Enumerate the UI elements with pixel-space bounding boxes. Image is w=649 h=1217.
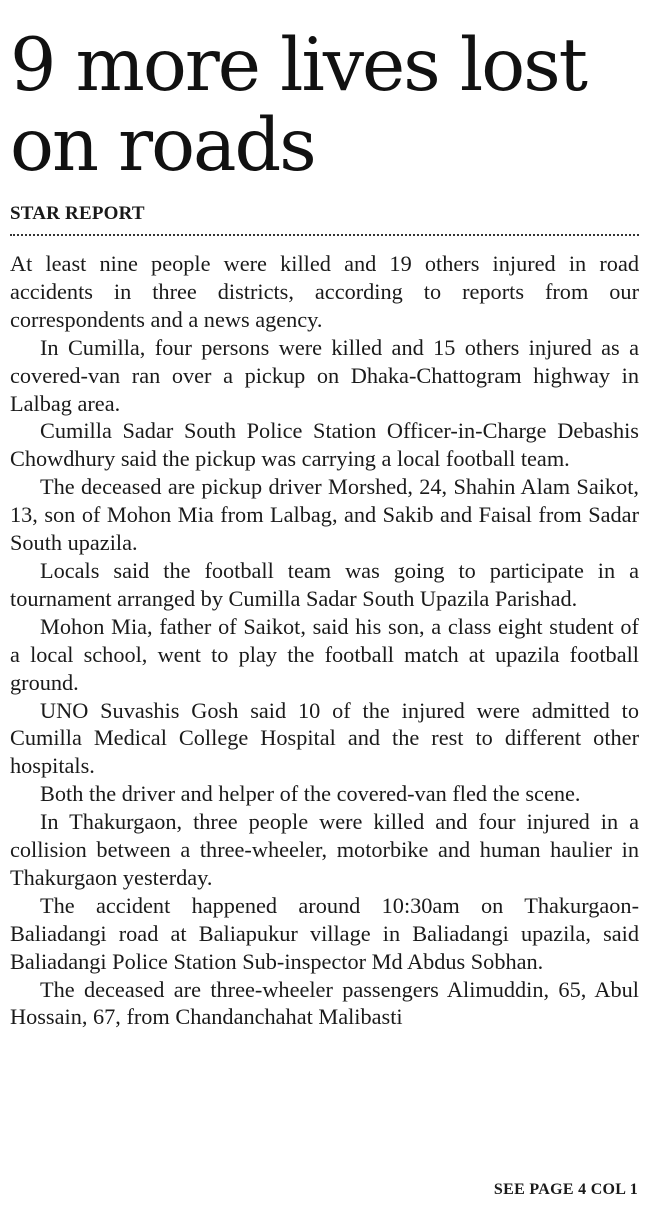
paragraph: At least nine people were killed and 19 others injured in road accidents in three districts, according to reports from our correspondents and a news agency. — [10, 251, 639, 332]
paragraph: Cumilla Sadar South Police Station Officer-in-Charge Debashis Chowdhury said the pickup was carrying a local football team. — [10, 418, 639, 472]
paragraph: The accident happened around 10:30am on Thakurgaon-Baliadangi road at Baliapukur village in Baliadangi upazila, said Baliadangi Police Station Sub-inspector Md Abdus Sobhan. — [10, 892, 639, 974]
byline: STAR REPORT — [10, 203, 145, 224]
paragraph: Both the driver and helper of the covered-van fled the scene. — [40, 781, 581, 807]
dotted-divider — [10, 234, 639, 236]
paragraph: The deceased are three-wheeler passengers Alimuddin, 65, Abul Hossain, 67, from Chandanchahat Malibasti — [10, 976, 639, 1030]
paragraph: In Thakurgaon, three people were killed and four injured in a collision between a three-wheeler, motorbike and human haulier in Thakurgaon yesterday. — [10, 809, 639, 890]
paragraph: Mohon Mia, father of Saikot, said his son, a class eight student of a local school, went to play the football match at upazila football ground. — [10, 613, 639, 695]
continuation-jump-link[interactable]: SEE PAGE 4 COL 1 — [493, 1181, 638, 1198]
article — [10, 0, 639, 1031]
headline: 9 more lives lost on roads — [10, 23, 587, 188]
paragraph: Locals said the football team was going to participate in a tournament arranged by Cumilla Sadar South Upazila Parishad. — [10, 557, 639, 611]
paragraph: UNO Suvashis Gosh said 10 of the injured were admitted to Cumilla Medical College Hospital and the rest to different other hospitals. — [10, 697, 639, 779]
paragraph: The deceased are pickup driver Morshed, 24, Shahin Alam Saikot, 13, son of Mohon Mia from Lalbag, and Sakib and Faisal from Sadar South upazila. — [10, 474, 639, 556]
article-body — [10, 250, 639, 1031]
paragraph: In Cumilla, four persons were killed and 15 others injured as a covered-van ran over a pickup on Dhaka-Chattogram highway in Lalbag area. — [10, 334, 639, 416]
